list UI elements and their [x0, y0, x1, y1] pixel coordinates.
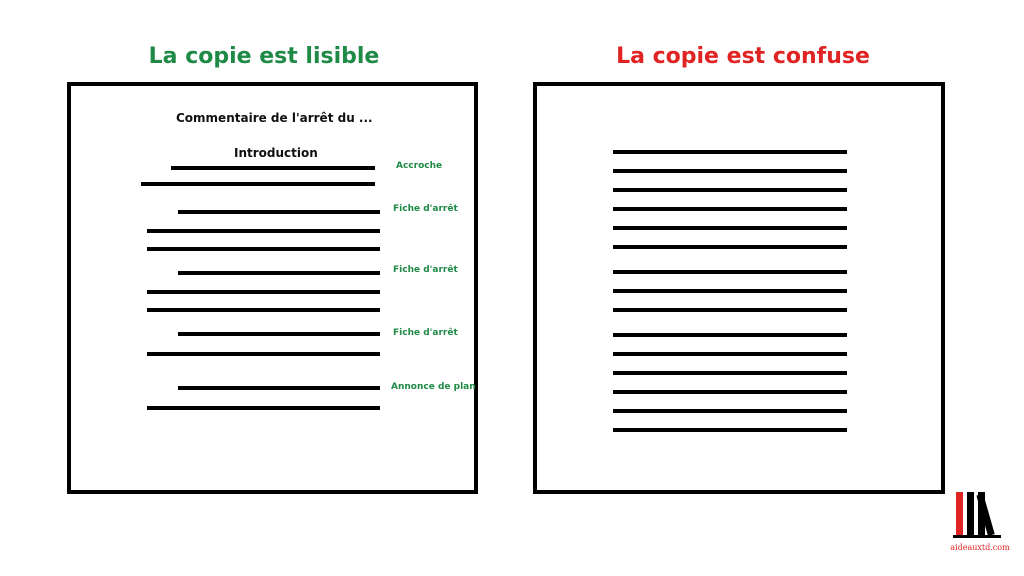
text-line	[613, 188, 847, 192]
text-line	[613, 371, 847, 375]
text-line	[613, 352, 847, 356]
intro-title: Introduction	[234, 146, 318, 160]
text-line	[141, 182, 375, 186]
text-line	[613, 226, 847, 230]
text-line	[613, 245, 847, 249]
text-line	[613, 333, 847, 337]
note-fiche-arret: Fiche d'arrêt	[393, 328, 458, 338]
aideauxtd-logo[interactable]	[950, 492, 1010, 552]
note-fiche-arret: Fiche d'arrêt	[393, 265, 458, 275]
note-fiche-arret: Fiche d'arrêt	[393, 204, 458, 214]
text-line	[147, 308, 380, 312]
text-line	[613, 207, 847, 211]
note-accroche: Accroche	[396, 161, 443, 171]
legible-heading: La copie est lisible	[148, 44, 380, 69]
text-line	[613, 169, 847, 173]
text-line	[147, 229, 380, 233]
confused-page	[533, 82, 945, 494]
text-line	[178, 386, 380, 390]
logo-book-icon	[967, 492, 974, 536]
text-line	[147, 406, 380, 410]
text-line	[147, 352, 380, 356]
text-line	[613, 409, 847, 413]
logo-shelf	[953, 535, 1001, 538]
text-line	[613, 289, 847, 293]
text-line	[178, 210, 380, 214]
logo-book-icon	[956, 492, 963, 536]
text-line	[147, 247, 380, 251]
doc-title: Commentaire de l'arrêt du ...	[176, 111, 373, 125]
text-line	[178, 332, 380, 336]
text-line	[171, 166, 375, 170]
text-line	[178, 271, 380, 275]
text-line	[613, 390, 847, 394]
logo-text: aideauxtd.com	[950, 543, 1010, 552]
text-line	[613, 270, 847, 274]
confused-heading: La copie est confuse	[616, 44, 870, 69]
text-line	[147, 290, 380, 294]
text-line	[613, 308, 847, 312]
text-line	[613, 150, 847, 154]
note-annonce-plan: Annonce de plan	[391, 382, 476, 392]
legible-page	[67, 82, 478, 494]
text-line	[613, 428, 847, 432]
